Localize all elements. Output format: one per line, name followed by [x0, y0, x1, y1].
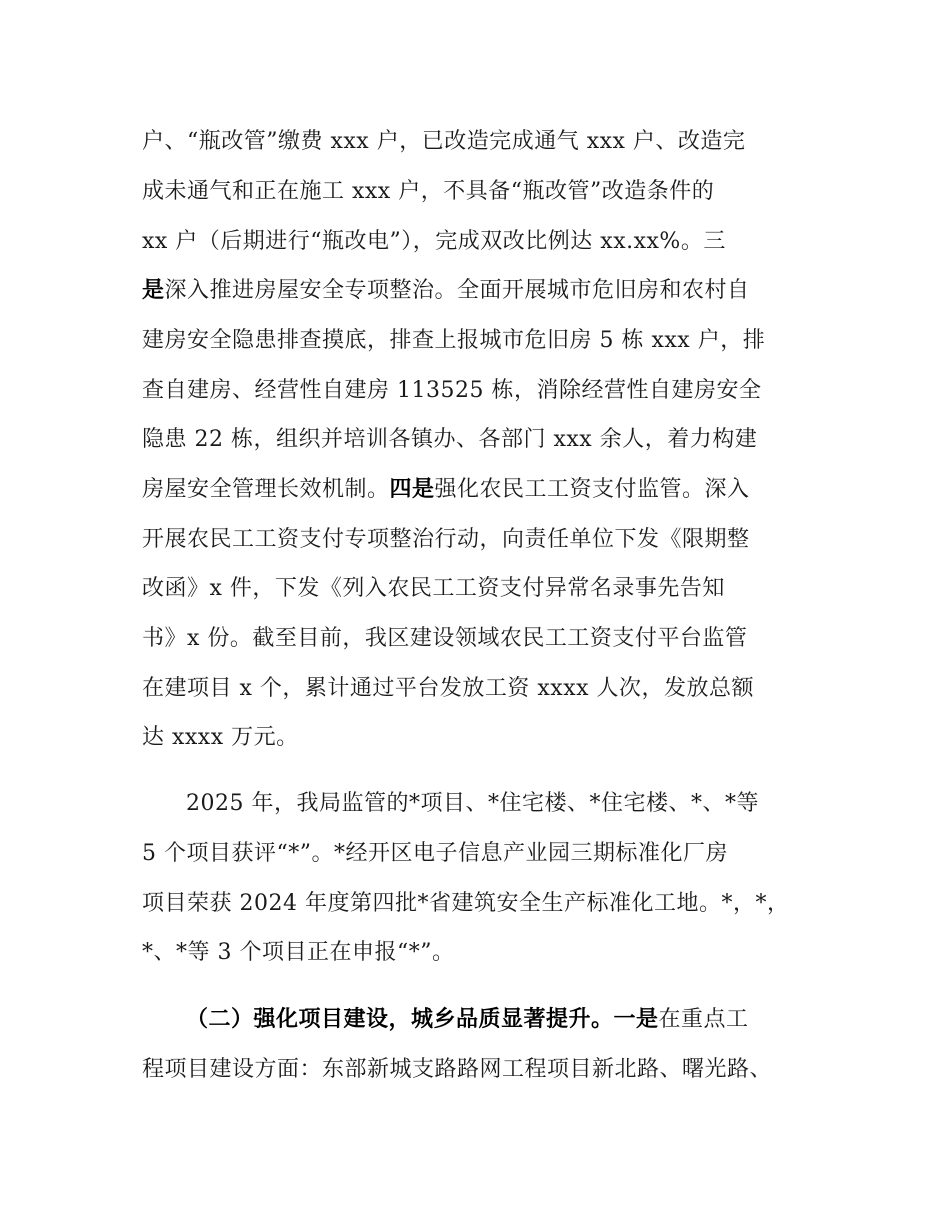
text-line: [142, 475, 750, 505]
line-text: 改函》x 件，下发《列入农民工工资支付异常名录事先告知: [142, 576, 725, 601]
text-line: [142, 127, 745, 157]
line-text: 隐患 22 栋，组织并培训各镇办、各部门 xxx 余人，着力构建: [142, 427, 758, 452]
line-text: 深入推进房屋安全专项整治。全面开展城市危旧房和农村自: [164, 278, 750, 303]
text-line: [142, 276, 750, 306]
line-text: 2025 年，我局监管的*项目、*住宅楼、*住宅楼、*、*等: [186, 791, 759, 816]
line-text: 开展农民工工资支付专项整治行动，向责任单位下发《限期整: [142, 527, 750, 552]
line-text: 成未通气和正在施工 xxx 户，不具备“瓶改管”改造条件的: [142, 179, 715, 204]
text-line: [142, 938, 454, 968]
section-heading: （二）强化项目建设，城乡品质显著提升。一是: [186, 1007, 659, 1032]
text-line: [142, 525, 750, 555]
line-text: 达 xxxx 万元。: [142, 725, 299, 750]
text-line: [142, 674, 754, 704]
line-text: 5 个项目获评“*”。*经开区电子信息产业园三期标准化厂房: [142, 841, 728, 866]
bold-lead-in: 四是: [389, 477, 435, 502]
line-text: 强化农民工工资支付监管。深入: [434, 477, 750, 502]
text-line: [142, 425, 757, 455]
line-text: 房屋安全管理长效机制。: [142, 477, 390, 502]
bold-lead-in: 是: [142, 278, 165, 303]
text-line: [142, 574, 725, 604]
text-line: [186, 789, 759, 819]
line-text: xx 户（后期进行“瓶改电”），完成双改比例达 xx.xx%。三: [142, 229, 726, 254]
text-line: [142, 624, 747, 654]
text-line: [142, 227, 726, 257]
line-text: 书》x 份。截至目前，我区建设领域农民工工资支付平台监管: [142, 626, 748, 651]
line-text: 在建项目 x 个，累计通过平台发放工资 xxxx 人次，发放总额: [142, 676, 755, 701]
text-line: [142, 1055, 772, 1085]
text-line: [186, 1005, 749, 1035]
line-text: 建房安全隐患排查摸底，排查上报城市危旧房 5 栋 xxx 户，排: [142, 328, 766, 353]
text-line: [142, 376, 761, 406]
line-text: 查自建房、经营性自建房 113525 栋，消除经营性自建房安全: [142, 378, 762, 403]
text-line: [142, 177, 714, 207]
text-line: [142, 839, 728, 869]
line-text: 户、“瓶改管”缴费 xxx 户，已改造完成通气 xxx 户、改造完: [142, 129, 746, 154]
line-text: 在重点工: [658, 1007, 749, 1032]
text-line: [142, 723, 299, 753]
text-line: [142, 326, 765, 356]
line-text: *、*等 3 个项目正在申报“*”。: [142, 940, 455, 965]
text-line: [142, 889, 789, 919]
line-text: 程项目建设方面：东部新城支路路网工程项目新北路、曙光路、: [142, 1057, 773, 1082]
line-text: 项目荣获 2024 年度第四批*省建筑安全生产标准化工地。*，*，: [142, 891, 790, 916]
